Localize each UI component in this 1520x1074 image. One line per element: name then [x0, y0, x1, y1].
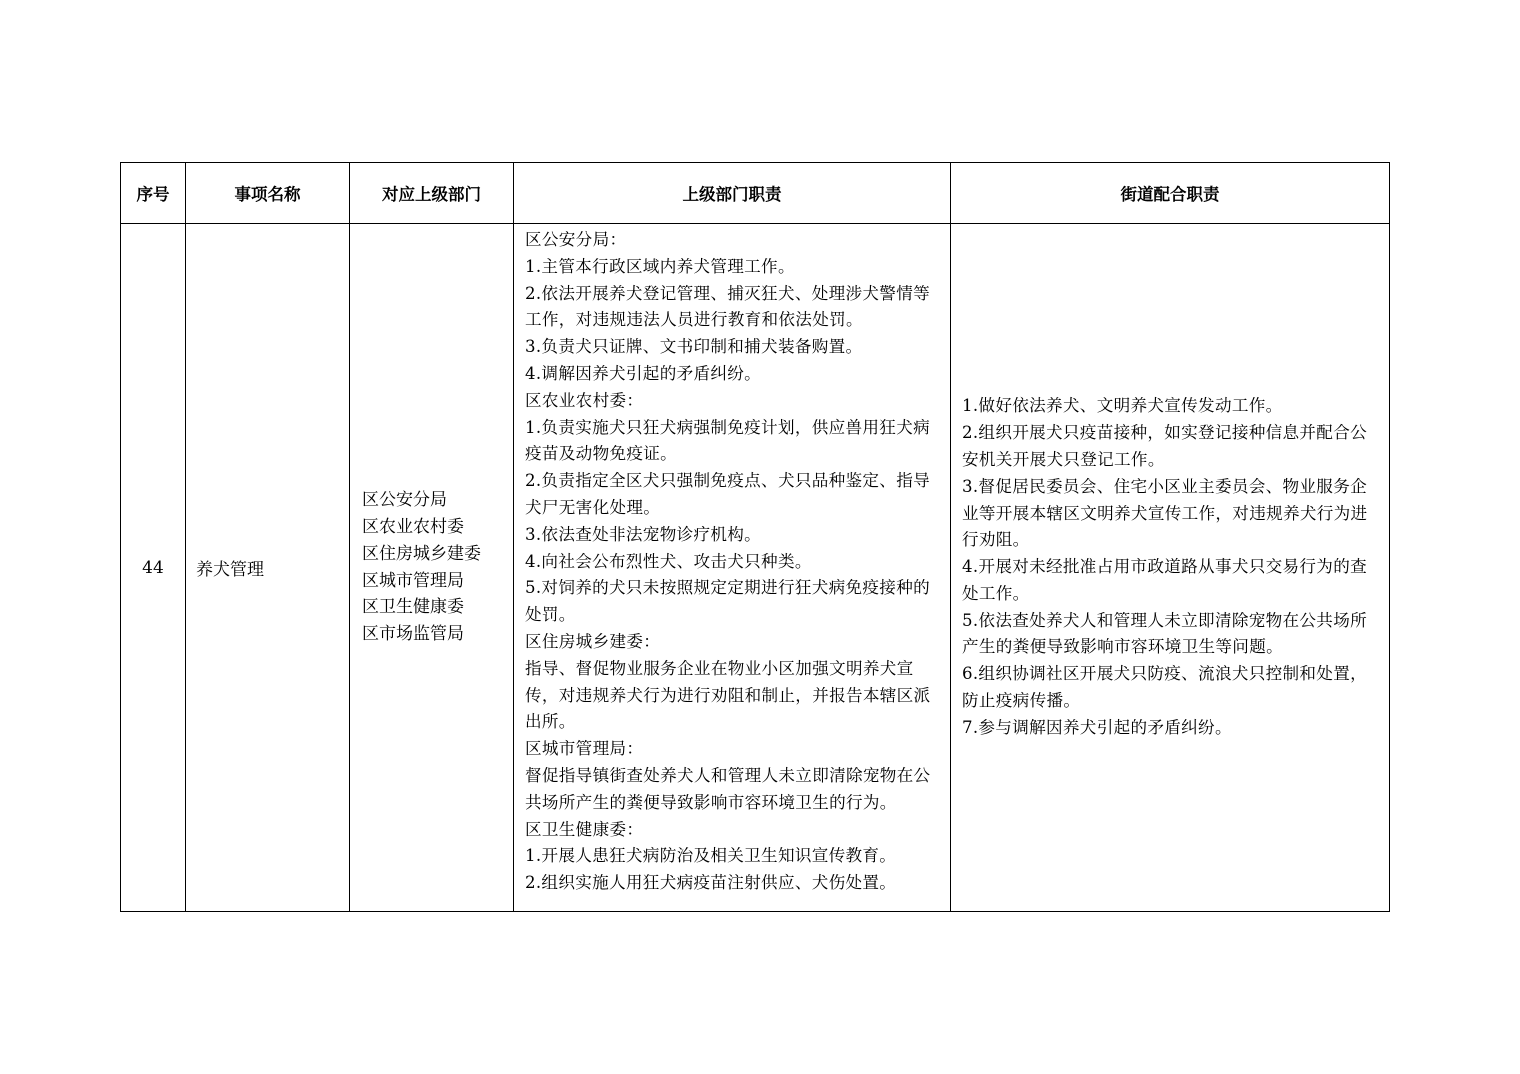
header-no: 序号	[121, 163, 186, 224]
superior-duty-item: 3.负责犬只证牌、文书印制和捕犬装备购置。	[525, 337, 863, 357]
cell-no	[121, 224, 186, 912]
superior-duty-item: 4.向社会公布烈性犬、攻击犬只种类。	[525, 551, 812, 571]
header-department: 对应上级部门	[350, 163, 514, 224]
superior-duty-item: 4.调解因养犬引起的矛盾纠纷。	[525, 363, 762, 383]
cell-item-name	[186, 224, 350, 912]
header-row	[121, 163, 1390, 224]
superior-duty-item: 区农业农村委：	[525, 390, 644, 410]
superior-duty-item: 2.依法开展养犬登记管理、捕灭狂犬、处理涉犬警情等工作，对违规违法人员进行教育和依法处罚。	[525, 283, 930, 330]
superior-duty-item: 区住房城乡建委：	[525, 631, 661, 651]
superior-duty-item: 3.依法查处非法宠物诊疗机构。	[525, 524, 762, 544]
item-name: 养犬管理	[196, 560, 264, 580]
department-list	[350, 487, 481, 648]
street-duty-item: 6.组织协调社区开展犬只防疫、流浪犬只控制和处置，防止疫病传播。	[962, 664, 1367, 711]
superior-duty-item: 区卫生健康委：	[525, 819, 644, 839]
street-duty-item: 2.组织开展犬只疫苗接种，如实登记接种信息并配合公安机关开展犬只登记工作。	[962, 423, 1367, 469]
street-duty-item: 4.开展对未经批准占用市政道路从事犬只交易行为的查处工作。	[962, 557, 1367, 603]
superior-duty-item: 1.开展人患狂犬病防治及相关卫生知识宣传教育。	[525, 846, 897, 866]
superior-duty-item: 指导、督促物业服务企业在物业小区加强文明养犬宣传，对违规养犬行为进行劝阻和制止，并报告本辖区派出所。	[525, 658, 931, 732]
superior-duty-item: 1.主管本行政区域内养犬管理工作。	[525, 256, 795, 276]
street-duty-item: 1.做好依法养犬、文明养犬宣传发动工作。	[962, 396, 1283, 416]
header-superior-duties: 上级部门职责	[514, 163, 951, 224]
superior-duty-item: 2.负责指定全区犬只强制免疫点、犬只品种鉴定、指导犬尸无害化处理。	[525, 471, 930, 517]
superior-duty-item: 区公安分局：	[525, 230, 627, 249]
department-item: 区卫生健康委	[362, 597, 464, 618]
superior-duty-item: 5.对饲养的犬只未按照规定定期进行狂犬病免疫接种的处罚。	[525, 578, 930, 625]
row-number: 44	[142, 557, 164, 578]
superior-duty-item: 区城市管理局：	[525, 739, 644, 759]
street-duty-item: 7.参与调解因养犬引起的矛盾纠纷。	[962, 717, 1232, 737]
cell-departments	[350, 224, 514, 912]
cell-street-duties	[951, 224, 1390, 912]
department-item: 区住房城乡建委	[362, 543, 481, 564]
street-duty-item: 5.依法查处养犬人和管理人未立即清除宠物在公共场所产生的粪便导致影响市容环境卫生等问题。	[962, 610, 1367, 657]
header-street-duties: 街道配合职责	[951, 163, 1390, 224]
table-row	[121, 224, 1390, 912]
superior-duty-item: 1.负责实施犬只狂犬病强制免疫计划，供应兽用狂犬病疫苗及动物免疫证。	[525, 417, 930, 464]
department-item: 区市场监管局	[362, 624, 464, 645]
superior-duty-item: 督促指导镇街查处养犬人和管理人未立即清除宠物在公共场所产生的粪便导致影响市容环境卫生的行为。	[525, 765, 931, 812]
superior-duty-item: 2.组织实施人用狂犬病疫苗注射供应、犬伤处置。	[525, 873, 897, 893]
street-duty-list	[951, 393, 1389, 741]
duty-table	[120, 162, 1390, 912]
superior-duty-list	[514, 224, 950, 897]
department-item: 区城市管理局	[362, 570, 464, 591]
department-item: 区公安分局	[362, 490, 447, 511]
header-item-name: 事项名称	[186, 163, 350, 224]
street-duty-item: 3.督促居民委员会、住宅小区业主委员会、物业服务企业等开展本辖区文明养犬宣传工作，对违规养犬行为进行劝阻。	[962, 476, 1368, 550]
department-item: 区农业农村委	[362, 516, 464, 537]
cell-superior-duties	[514, 224, 951, 912]
